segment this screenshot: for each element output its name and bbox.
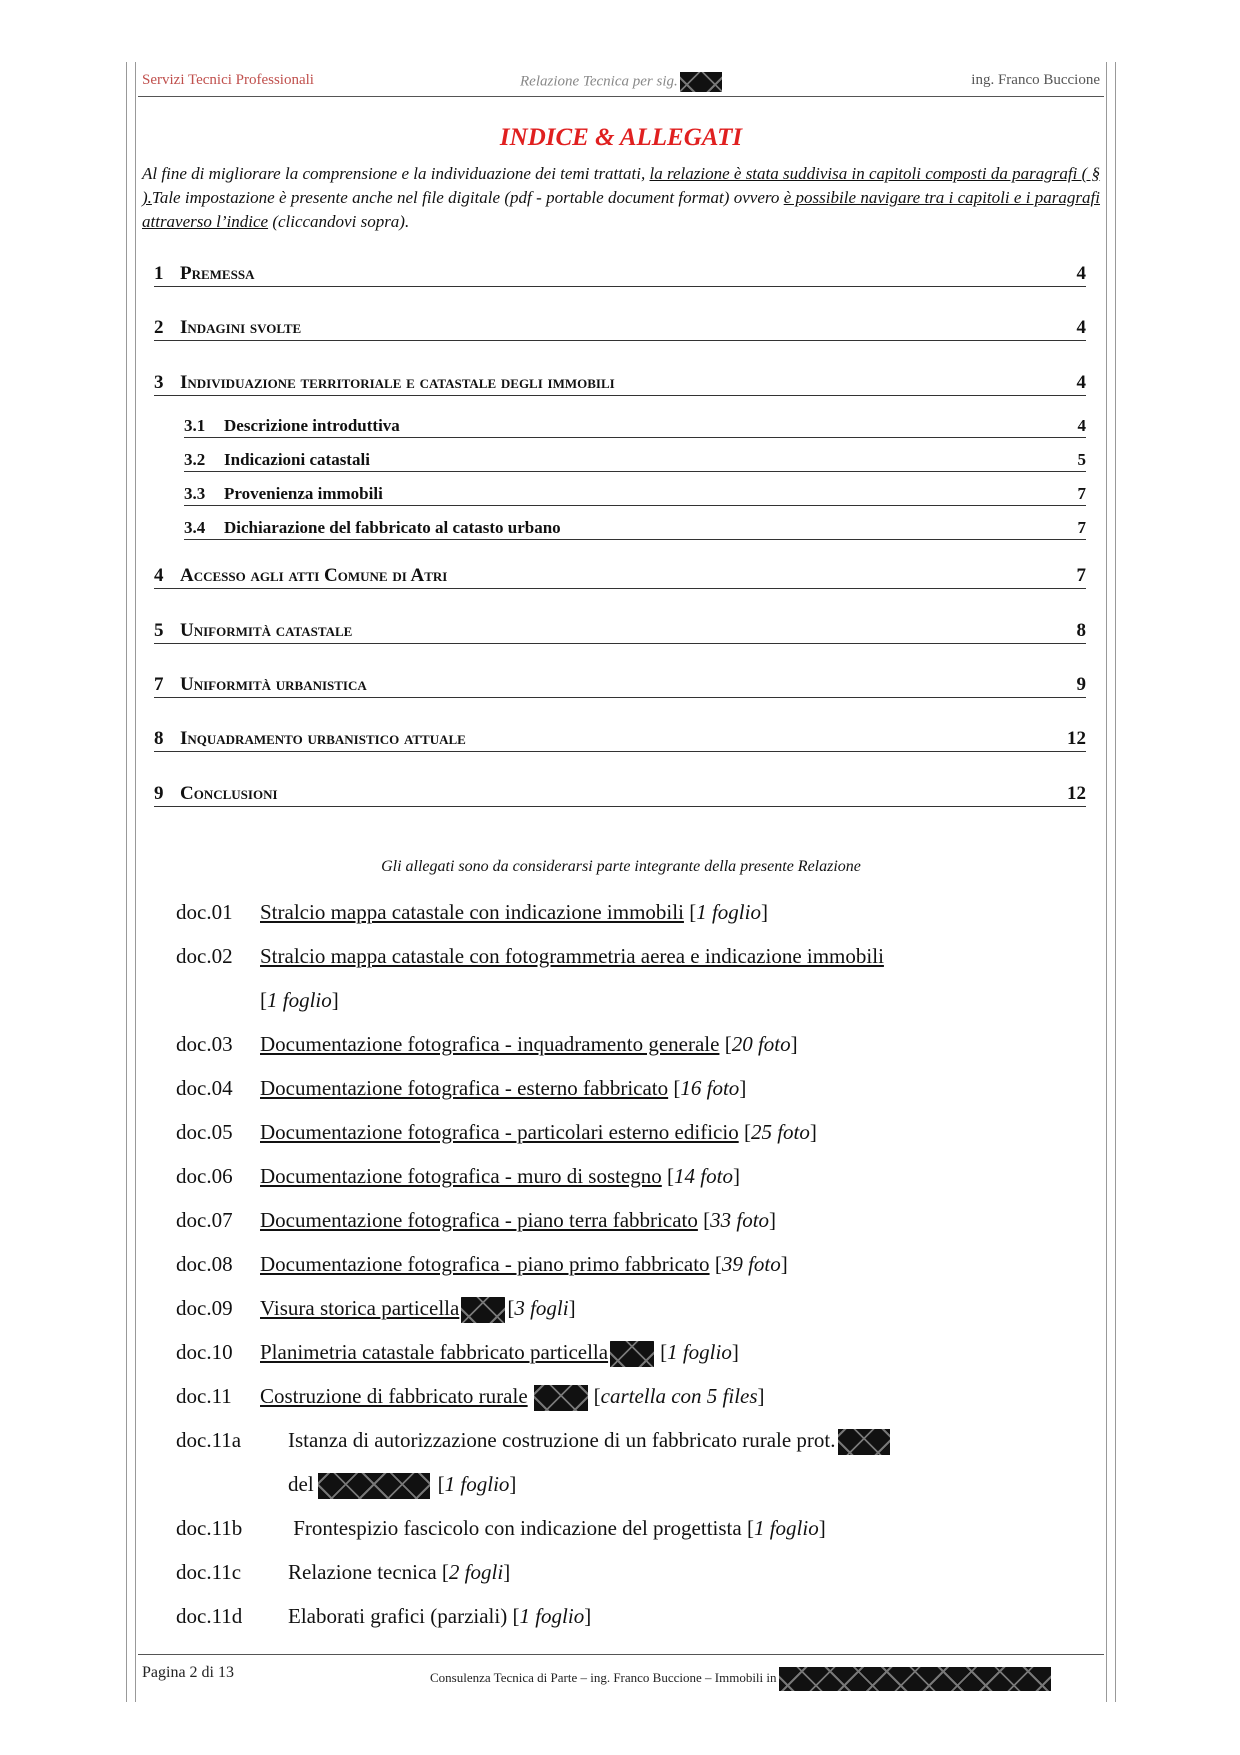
redaction bbox=[838, 1429, 890, 1455]
toc-label: Descrizione introduttiva bbox=[224, 416, 400, 435]
doc-code: doc.11 bbox=[176, 1384, 232, 1408]
toc-number: 7 bbox=[154, 674, 164, 695]
header-center-text: Relazione Tecnica per sig. bbox=[520, 73, 678, 90]
attachment-link[interactable]: doc.11 Costruzione di fabbricato rurale [cartella con 5 files] bbox=[176, 1384, 765, 1411]
doc-title: Planimetria catastale fabbricato particella bbox=[260, 1340, 609, 1364]
doc-code: doc.11d bbox=[176, 1604, 243, 1628]
toc-subentry[interactable] bbox=[184, 417, 1086, 438]
doc-qty: 14 foto bbox=[674, 1164, 733, 1188]
toc-page: 7 bbox=[1077, 518, 1086, 537]
intro-text: Tale impostazione è presente anche nel file digitale (pdf - portable document format) ovvero bbox=[151, 188, 784, 207]
doc-qty: 3 fogli bbox=[514, 1296, 569, 1320]
toc-label: Conclusioni bbox=[180, 783, 278, 804]
doc-qty: 2 fogli bbox=[448, 1560, 504, 1584]
doc-title: Documentazione fotografica - esterno fabbricato bbox=[260, 1076, 669, 1100]
doc-code: doc.11b bbox=[176, 1516, 243, 1540]
toc-entry[interactable] bbox=[154, 564, 1086, 589]
doc-title: Documentazione fotografica - muro di sostegno bbox=[260, 1164, 662, 1188]
intro-text: Al fine di migliorare la comprensione e la individuazione dei temi trattati, bbox=[142, 164, 650, 183]
toc-label: Uniformità urbanistica bbox=[180, 674, 367, 695]
doc-title: Elaborati grafici (parziali) bbox=[288, 1604, 508, 1628]
toc-page: 5 bbox=[1077, 450, 1086, 469]
doc-title: Istanza di autorizzazione costruzione di un fabbricato rurale prot. bbox=[288, 1428, 836, 1452]
toc-number: 3 bbox=[154, 372, 164, 393]
redaction bbox=[610, 1341, 654, 1367]
toc-entry[interactable] bbox=[154, 262, 1086, 287]
doc-code: doc.09 bbox=[176, 1296, 233, 1320]
toc-number: 5 bbox=[154, 620, 164, 641]
attachment-link[interactable] bbox=[176, 944, 884, 969]
sub-attachment: doc.11b Frontespizio fascicolo con indicazione del progettista [1 foglio] bbox=[176, 1516, 826, 1540]
doc-qty: 1 foglio bbox=[753, 1516, 819, 1540]
toc-number: 8 bbox=[154, 728, 164, 749]
attachment-link[interactable]: doc.04 Documentazione fotografica - esterno fabbricato [16 foto] bbox=[176, 1076, 747, 1100]
intro-paragraph bbox=[142, 162, 1100, 234]
toc-page: 9 bbox=[1076, 674, 1086, 695]
attachment-link[interactable]: doc.09 Visura storica particella [3 fogli] bbox=[176, 1296, 576, 1323]
sub-attachment-continued: del [1 foglio] bbox=[288, 1472, 516, 1499]
attachment-link[interactable]: doc.03 Documentazione fotografica - inquadramento generale [20 foto] bbox=[176, 1032, 798, 1056]
doc-title: Documentazione fotografica - piano terra fabbricato bbox=[260, 1208, 698, 1232]
toc-page: 7 bbox=[1077, 484, 1086, 503]
doc-title: Relazione tecnica bbox=[288, 1560, 437, 1584]
toc-label: Provenienza immobili bbox=[224, 484, 383, 503]
toc-number: 3.1 bbox=[184, 416, 206, 435]
toc-entry[interactable] bbox=[154, 782, 1086, 807]
toc-label: Indicazioni catastali bbox=[224, 450, 370, 469]
doc-code: doc.06 bbox=[176, 1164, 233, 1188]
toc-entry[interactable] bbox=[154, 316, 1086, 341]
toc-number: 3.3 bbox=[184, 484, 206, 503]
toc-entry[interactable] bbox=[154, 371, 1086, 396]
doc-code: doc.11c bbox=[176, 1560, 242, 1584]
toc-label: Premessa bbox=[180, 263, 255, 284]
header-rule bbox=[138, 96, 1104, 97]
toc-subentry[interactable] bbox=[184, 519, 1086, 540]
toc-page: 4 bbox=[1076, 317, 1086, 338]
attachment-link[interactable]: doc.10 Planimetria catastale fabbricato particella [1 foglio] bbox=[176, 1340, 739, 1367]
toc-page: 12 bbox=[1067, 728, 1086, 749]
toc-page: 4 bbox=[1076, 263, 1086, 284]
footer-rule bbox=[138, 1654, 1104, 1655]
toc-page: 4 bbox=[1077, 416, 1086, 435]
intro-underlined: è possibile navigare tra i capitoli e i paragrafi attraverso l’indice bbox=[142, 188, 1100, 231]
footer-text bbox=[430, 1667, 1051, 1691]
doc-qty: 1 foglio bbox=[519, 1604, 585, 1628]
doc-title: Documentazione fotografica - inquadramento generale bbox=[260, 1032, 720, 1056]
toc-label: Individuazione territoriale e catastale degli immobili bbox=[180, 372, 615, 393]
header-left: Servizi Tecnici Professionali bbox=[142, 72, 314, 88]
doc-title: Visura storica particella bbox=[260, 1296, 460, 1320]
redaction bbox=[779, 1667, 1051, 1691]
header-center bbox=[520, 72, 722, 92]
toc-number: 3.4 bbox=[184, 518, 206, 537]
doc-code: doc.08 bbox=[176, 1252, 233, 1276]
attachment-link[interactable]: doc.06 Documentazione fotografica - muro di sostegno [14 foto] bbox=[176, 1164, 740, 1188]
doc-qty: 20 foto bbox=[731, 1032, 791, 1056]
doc-title: Stralcio mappa catastale con indicazione immobili bbox=[260, 900, 684, 924]
doc-title: Documentazione fotografica - piano primo fabbricato bbox=[260, 1252, 710, 1276]
sub-attachment bbox=[176, 1428, 890, 1455]
footer-label: Consulenza Tecnica di Parte – ing. Franco Buccione – Immobili in bbox=[430, 1669, 777, 1685]
doc-qty: 39 foto bbox=[721, 1252, 781, 1276]
redaction bbox=[318, 1473, 430, 1499]
toc-page: 12 bbox=[1067, 783, 1086, 804]
toc-number: 3.2 bbox=[184, 450, 206, 469]
doc-code: doc.11a bbox=[176, 1428, 242, 1452]
doc-title: Frontespizio fascicolo con indicazione del progettista bbox=[288, 1516, 742, 1540]
toc-number: 4 bbox=[154, 565, 164, 586]
doc-code: doc.03 bbox=[176, 1032, 233, 1056]
toc-label: Dichiarazione del fabbricato al catasto urbano bbox=[224, 518, 561, 537]
page-number: Pagina 2 di 13 bbox=[142, 1664, 234, 1681]
toc-label: Accesso agli atti Comune di Atri bbox=[180, 565, 448, 586]
doc-qty: 1 foglio bbox=[267, 988, 332, 1012]
sub-attachment: doc.11d Elaborati grafici (parziali) [1 foglio] bbox=[176, 1604, 592, 1628]
doc-title: del bbox=[288, 1472, 314, 1496]
attachment-link[interactable]: doc.01 Stralcio mappa catastale con indicazione immobili [1 foglio] bbox=[176, 900, 768, 924]
toc-number: 9 bbox=[154, 783, 164, 804]
doc-qty: 33 foto bbox=[710, 1208, 770, 1232]
attachment-link[interactable]: doc.05 Documentazione fotografica - particolari esterno edificio [25 foto] bbox=[176, 1120, 817, 1144]
doc-title: Documentazione fotografica - particolari esterno edificio bbox=[260, 1120, 739, 1144]
toc-page: 7 bbox=[1076, 565, 1086, 586]
doc-qty-line: [1 foglio] bbox=[260, 988, 339, 1012]
attachment-link[interactable]: doc.07 Documentazione fotografica - piano terra fabbricato [33 foto] bbox=[176, 1208, 777, 1232]
page-frame-left bbox=[126, 62, 136, 1702]
page-frame-right bbox=[1106, 62, 1116, 1702]
doc-qty: 1 foglio bbox=[444, 1472, 510, 1496]
toc-entry[interactable] bbox=[154, 673, 1086, 698]
toc-label: Indagini svolte bbox=[180, 317, 302, 338]
toc-entry[interactable] bbox=[154, 727, 1086, 752]
doc-qty: 1 foglio bbox=[667, 1340, 732, 1364]
toc-subentry[interactable] bbox=[184, 451, 1086, 472]
attachment-link[interactable]: doc.08 Documentazione fotografica - piano primo fabbricato [39 foto] bbox=[176, 1252, 788, 1276]
toc-label: Uniformità catastale bbox=[180, 620, 353, 641]
toc-label: Inquadramento urbanistico attuale bbox=[180, 728, 466, 749]
redaction bbox=[680, 72, 722, 92]
doc-code: doc.02 bbox=[176, 944, 233, 968]
sub-attachment: doc.11c Relazione tecnica [2 fogli] bbox=[176, 1560, 511, 1584]
toc-page: 4 bbox=[1076, 372, 1086, 393]
redaction bbox=[461, 1297, 505, 1323]
doc-title: Stralcio mappa catastale con fotogrammetria aerea e indicazione immobili bbox=[260, 944, 884, 968]
intro-text: (cliccandovi sopra). bbox=[268, 212, 410, 231]
redaction bbox=[534, 1385, 588, 1411]
doc-code: doc.05 bbox=[176, 1120, 233, 1144]
toc-entry[interactable] bbox=[154, 619, 1086, 644]
doc-qty: 25 foto bbox=[750, 1120, 810, 1144]
doc-qty: cartella con 5 files bbox=[600, 1384, 758, 1408]
toc-subentry[interactable] bbox=[184, 485, 1086, 506]
allegati-note: Gli allegati sono da considerarsi parte integrante della presente Relazione bbox=[381, 858, 861, 875]
toc-page: 8 bbox=[1076, 620, 1086, 641]
toc-number: 2 bbox=[154, 317, 164, 338]
doc-code: doc.04 bbox=[176, 1076, 233, 1100]
toc-number: 1 bbox=[154, 263, 164, 284]
intro-underlined: la relazione è stata suddivisa in capitoli composti da paragrafi ( § ). bbox=[142, 164, 1101, 207]
doc-qty: 1 foglio bbox=[696, 900, 761, 924]
doc-qty: 16 foto bbox=[680, 1076, 740, 1100]
doc-code: doc.01 bbox=[176, 900, 233, 924]
page-title: INDICE & ALLEGATI bbox=[499, 124, 743, 151]
doc-title: Costruzione di fabbricato rurale bbox=[260, 1384, 528, 1408]
doc-code: doc.10 bbox=[176, 1340, 233, 1364]
header-right: ing. Franco Buccione bbox=[971, 72, 1100, 88]
doc-code: doc.07 bbox=[176, 1208, 233, 1232]
